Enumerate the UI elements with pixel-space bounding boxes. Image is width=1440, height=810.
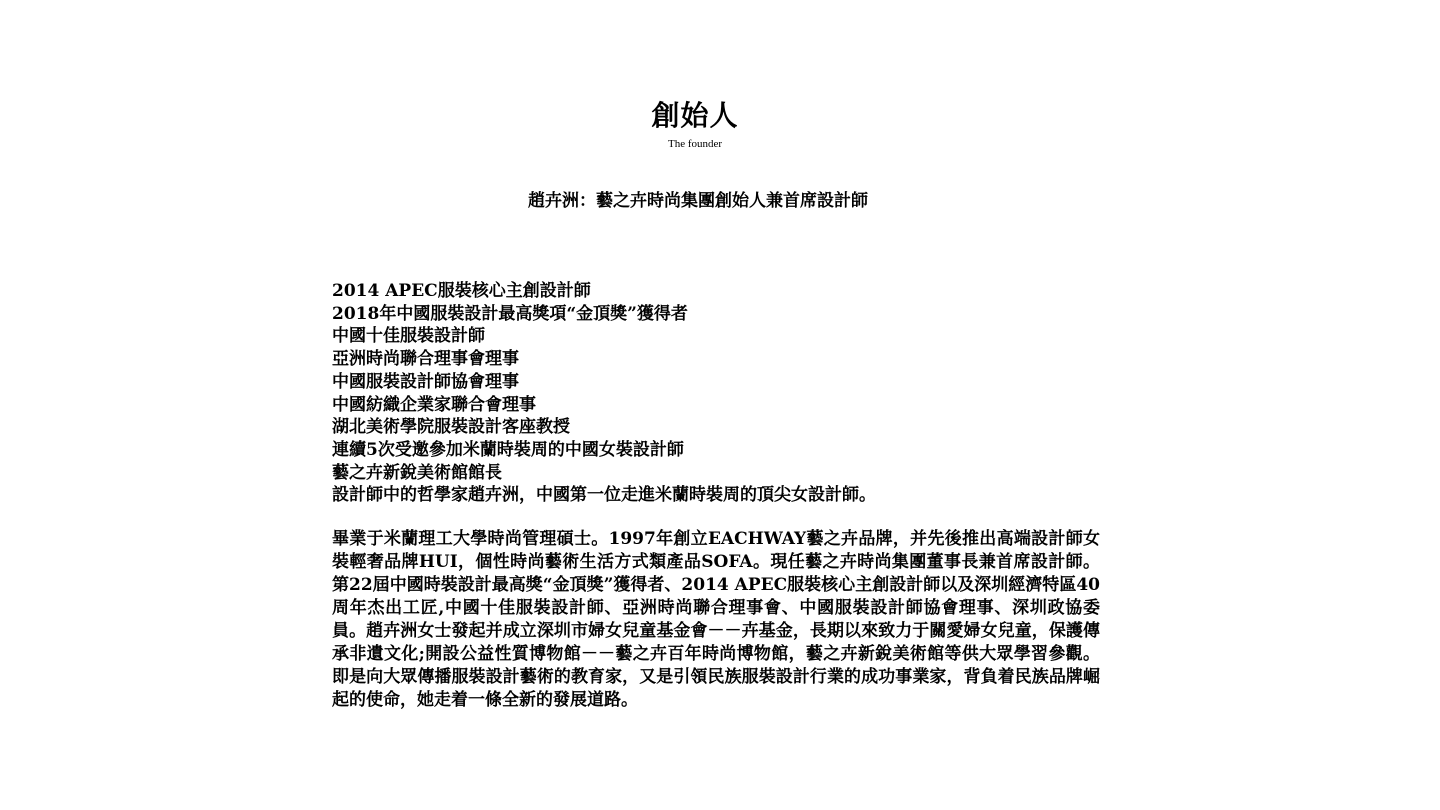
page-title: 創始人 [651,99,739,132]
credential-item: 亞洲時尚聯合理事會理事 [332,349,519,370]
credential-item: 2018年中國服裝設計最高獎項“金頂獎”獲得者 [332,303,688,324]
founder-headline: 趙卉洲：藝之卉時尚集團創始人兼首席設計師 [528,191,868,211]
credentials-list [332,280,1112,507]
page-subtitle: The founder [667,138,723,150]
credential-item: 設計師中的哲學家趙卉洲，中國第一位走進米蘭時裝周的頂尖女設計師。 [332,485,876,506]
biography-paragraph: 畢業于米蘭理工大學時尚管理碩士。1997年創立EACHWAY藝之卉品牌，并先後推出高端設計師女裝輕奢品牌HUI，個性時尚藝術生活方式類產品SOFA。現任藝之卉時尚集團董事長兼首席設計師。第22屆中國時裝設計最高獎“金頂獎”獲得者、2014 APEC服裝核心主創設計師以及深圳經濟特區40周年杰出工匠,中國十佳服裝設計師、亞洲時尚聯合理事會、中國服裝設計師協會理事、深圳政協委員。趙卉洲女士發起并成立深圳市婦女兒童基金會－－卉基金，長期以來致力于關愛婦女兒童，保護傳承非遺文化;開設公益性質博物館－－藝之卉百年時尚博物館，藝之卉新銳美術館等供大眾學習參觀。即是向大眾傳播服裝設計藝術的教育家，又是引領民族服裝設計行業的成功事業家，背負着民族品牌崛起的使命，她走着一條全新的發展道路。 [332,529,1100,710]
credential-item: 中國紡織企業家聯合會理事 [332,394,536,415]
credential-item: 中國服裝設計師協會理事 [332,371,519,392]
credential-item: 2014 APEC服裝核心主創設計師 [332,281,591,301]
credential-item: 藝之卉新銳美術館館長 [332,462,502,483]
credential-item: 湖北美術學院服裝設計客座教授 [332,417,570,438]
credential-item: 連續5次受邀參加米蘭時裝周的中國女裝設計師 [332,439,684,460]
credential-item: 中國十佳服裝設計師 [332,326,485,347]
